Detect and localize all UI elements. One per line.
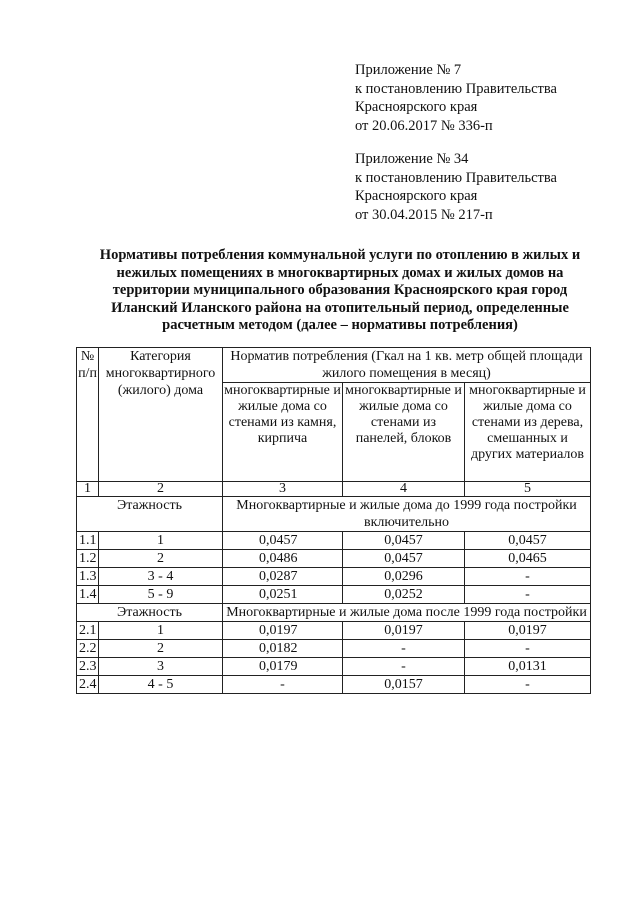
- appendix-line: к постановлению Правительства: [355, 80, 557, 97]
- column-number: 3: [223, 482, 343, 497]
- table-row: [77, 568, 591, 586]
- norms-table: [76, 347, 591, 694]
- table-row: [77, 658, 591, 676]
- document-title: [80, 247, 600, 335]
- value-panel-block: 0,0197: [343, 622, 465, 640]
- row-number: 1.2: [77, 550, 99, 568]
- value-panel-block: 0,0457: [343, 532, 465, 550]
- table-row: [77, 532, 591, 550]
- value-panel-block: 0,0296: [343, 568, 465, 586]
- header-wood-mixed: многоквартирные и жилые дома со стенами из дерева, смешанных и других материалов: [465, 383, 591, 482]
- table-row: [77, 586, 591, 604]
- header-num: № п/п: [77, 348, 99, 482]
- value-wood-mixed: 0,0197: [465, 622, 591, 640]
- column-number: 4: [343, 482, 465, 497]
- header-row: [77, 348, 591, 383]
- section-title: Многоквартирные и жилые дома после 1999 года постройки: [223, 604, 591, 622]
- section-title: Многоквартирные и жилые дома до 1999 года постройки включительно: [223, 497, 591, 532]
- floors-cell: 1: [99, 622, 223, 640]
- floors-cell: 5 - 9: [99, 586, 223, 604]
- value-wood-mixed: -: [465, 568, 591, 586]
- floors-cell: 2: [99, 550, 223, 568]
- floors-cell: 3: [99, 658, 223, 676]
- title-line: нежилых помещениях в многоквартирных домах и жилых домов на: [116, 264, 564, 281]
- section-header-row: [77, 604, 591, 622]
- value-wood-mixed: -: [465, 640, 591, 658]
- value-stone-brick: 0,0182: [223, 640, 343, 658]
- value-wood-mixed: -: [465, 586, 591, 604]
- appendix-line: Приложение № 7: [355, 62, 462, 78]
- value-stone-brick: 0,0251: [223, 586, 343, 604]
- row-number: 2.3: [77, 658, 99, 676]
- column-numbers-row: [77, 482, 591, 497]
- section-label: Этажность: [77, 497, 223, 532]
- title-line: Иланский Иланского района на отопительный период, определенные: [111, 299, 569, 316]
- appendix-line: от 20.06.2017 № 336-п: [355, 117, 493, 134]
- value-wood-mixed: 0,0131: [465, 658, 591, 676]
- table-row: [77, 550, 591, 568]
- column-number: 5: [465, 482, 591, 497]
- value-stone-brick: 0,0486: [223, 550, 343, 568]
- section-label: Этажность: [77, 604, 223, 622]
- header-category: Категория многоквартирного (жилого) дома: [99, 348, 223, 482]
- row-number: 2.1: [77, 622, 99, 640]
- value-wood-mixed: 0,0457: [465, 532, 591, 550]
- value-stone-brick: 0,0179: [223, 658, 343, 676]
- appendix-note-34: [355, 150, 557, 224]
- column-number: 2: [99, 482, 223, 497]
- header-stone-brick: многоквартирные и жилые дома со стенами из камня, кирпича: [223, 383, 343, 482]
- appendix-line: Приложение № 34: [355, 151, 469, 167]
- floors-cell: 3 - 4: [99, 568, 223, 586]
- appendix-line: Красноярского края: [355, 188, 478, 204]
- value-stone-brick: 0,0197: [223, 622, 343, 640]
- title-line: территории муниципального образования Красноярского края город: [112, 282, 568, 298]
- appendix-line: Красноярского края: [355, 99, 478, 115]
- value-stone-brick: -: [223, 676, 343, 694]
- value-panel-block: 0,0457: [343, 550, 465, 568]
- floors-cell: 4 - 5: [99, 676, 223, 694]
- table-row: [77, 676, 591, 694]
- value-wood-mixed: 0,0465: [465, 550, 591, 568]
- row-number: 1.1: [77, 532, 99, 550]
- header-norm: Норматив потребления (Гкал на 1 кв. метр общей площади жилого помещения в месяц): [223, 348, 591, 383]
- table-row: [77, 622, 591, 640]
- value-stone-brick: 0,0287: [223, 568, 343, 586]
- column-number: 1: [77, 482, 99, 497]
- appendix-line: от 30.04.2015 № 217-п: [355, 206, 493, 223]
- section-header-row: [77, 497, 591, 532]
- header-panel-block: многоквартирные и жилые дома со стенами из панелей, блоков: [343, 383, 465, 482]
- title-line: Нормативы потребления коммунальной услуги по отоплению в жилых и: [99, 247, 581, 263]
- row-number: 2.2: [77, 640, 99, 658]
- value-panel-block: -: [343, 640, 465, 658]
- table-row: [77, 640, 591, 658]
- floors-cell: 2: [99, 640, 223, 658]
- value-wood-mixed: -: [465, 676, 591, 694]
- title-line: расчетным методом (далее – нормативы потребления): [162, 317, 518, 333]
- row-number: 2.4: [77, 676, 99, 694]
- value-panel-block: 0,0252: [343, 586, 465, 604]
- value-panel-block: -: [343, 658, 465, 676]
- row-number: 1.3: [77, 568, 99, 586]
- value-panel-block: 0,0157: [343, 676, 465, 694]
- appendix-note-7: [355, 61, 557, 135]
- value-stone-brick: 0,0457: [223, 532, 343, 550]
- floors-cell: 1: [99, 532, 223, 550]
- row-number: 1.4: [77, 586, 99, 604]
- appendix-line: к постановлению Правительства: [355, 169, 557, 186]
